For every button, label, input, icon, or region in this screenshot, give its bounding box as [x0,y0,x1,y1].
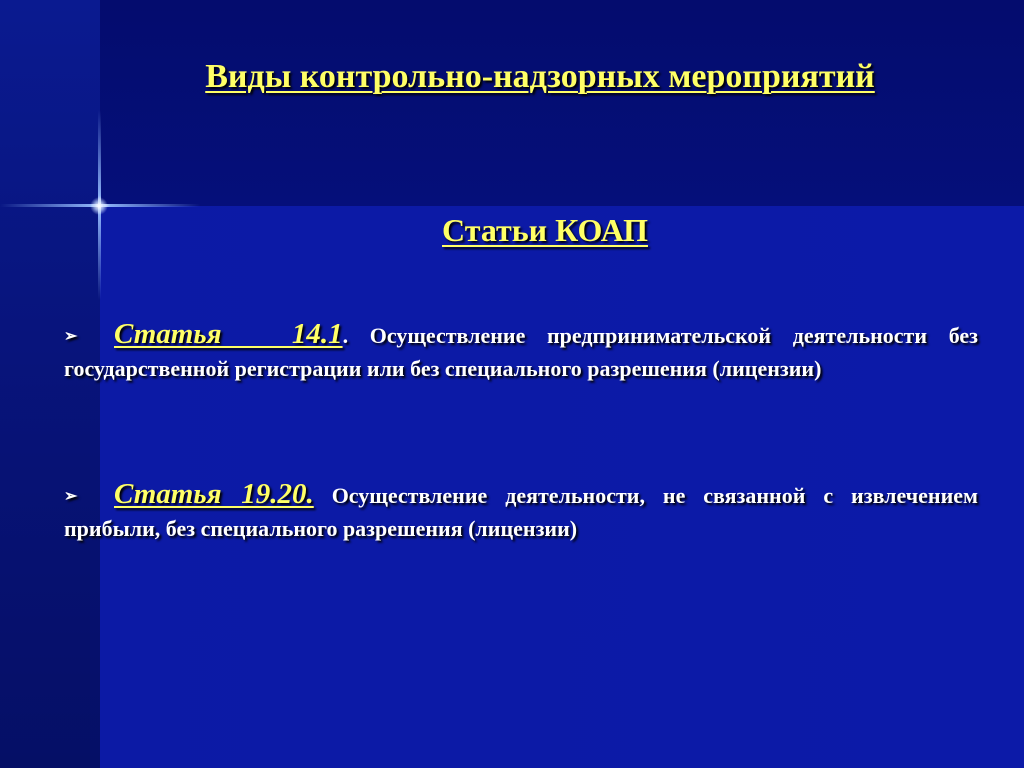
slide-subtitle: Статьи КОАП [442,212,648,248]
article-reference: Статья 14.1 [114,318,343,350]
article-separator: . [342,323,349,348]
arrow-bullet-icon: ➢ [64,488,78,505]
article-description: Осуществление деятельности, не связанной с извлечением прибыли, без специального разрешения (лицензии) [64,483,978,541]
article-reference: Статья 19.20. [114,478,314,510]
top-decorative-band [100,0,1024,206]
bullet-item-article-14-1 [64,318,978,385]
arrow-bullet-icon: ➢ [64,328,78,345]
slide-title: Виды контрольно-надзорных мероприятий [205,58,875,95]
article-description: Осуществление предпринимательской деятельности без государственной регистрации или без специального разрешения (лицензии) [64,323,979,381]
bullet-item-article-19-20 [64,478,978,545]
